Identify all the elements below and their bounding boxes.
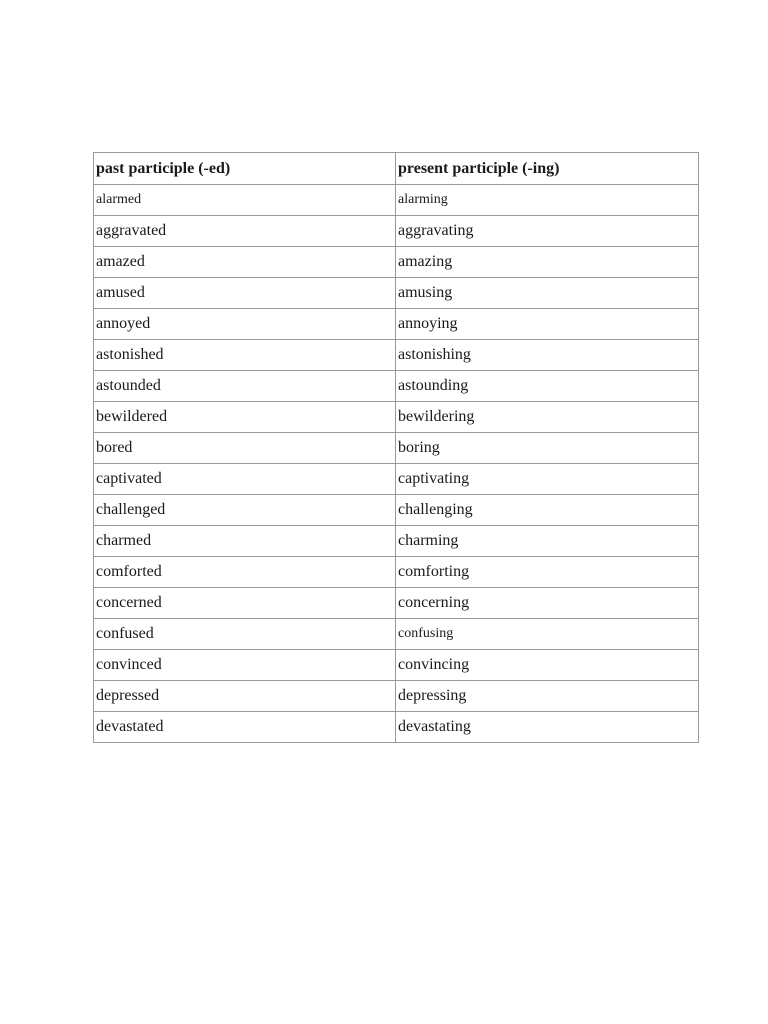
past-participle-cell: confused	[94, 619, 396, 650]
past-participle-cell: captivated	[94, 464, 396, 495]
present-participle-cell: bewildering	[396, 402, 699, 433]
past-participle-cell: charmed	[94, 526, 396, 557]
table-row	[94, 650, 699, 681]
present-participle-cell: charming	[396, 526, 699, 557]
table-body	[94, 185, 699, 743]
table-row	[94, 526, 699, 557]
table-row	[94, 495, 699, 526]
table-row	[94, 340, 699, 371]
past-participle-cell: amazed	[94, 247, 396, 278]
table-row	[94, 557, 699, 588]
present-participle-cell: boring	[396, 433, 699, 464]
table-row	[94, 402, 699, 433]
past-participle-cell: devastated	[94, 712, 396, 743]
header-row	[94, 153, 699, 185]
table-row	[94, 216, 699, 247]
present-participle-cell: confusing	[396, 619, 699, 650]
table-row	[94, 371, 699, 402]
present-participle-cell: astounding	[396, 371, 699, 402]
past-participle-cell: comforted	[94, 557, 396, 588]
past-participle-cell: challenged	[94, 495, 396, 526]
present-participle-cell: captivating	[396, 464, 699, 495]
table-row	[94, 247, 699, 278]
past-participle-cell: depressed	[94, 681, 396, 712]
table-row	[94, 681, 699, 712]
past-participle-cell: annoyed	[94, 309, 396, 340]
present-participle-cell: alarming	[396, 185, 699, 216]
present-participle-cell: convincing	[396, 650, 699, 681]
past-participle-cell: amused	[94, 278, 396, 309]
table-row	[94, 433, 699, 464]
past-participle-cell: alarmed	[94, 185, 396, 216]
present-participle-cell: comforting	[396, 557, 699, 588]
table-row	[94, 309, 699, 340]
present-participle-cell: astonishing	[396, 340, 699, 371]
table-row	[94, 712, 699, 743]
present-participle-cell: amusing	[396, 278, 699, 309]
column-header-present-participle: present participle (-ing)	[396, 153, 699, 185]
table-row	[94, 464, 699, 495]
present-participle-cell: amazing	[396, 247, 699, 278]
present-participle-cell: depressing	[396, 681, 699, 712]
past-participle-cell: bored	[94, 433, 396, 464]
table-row	[94, 278, 699, 309]
present-participle-cell: challenging	[396, 495, 699, 526]
present-participle-cell: concerning	[396, 588, 699, 619]
past-participle-cell: aggravated	[94, 216, 396, 247]
past-participle-cell: astonished	[94, 340, 396, 371]
present-participle-cell: annoying	[396, 309, 699, 340]
table-header	[94, 153, 699, 185]
table-row	[94, 185, 699, 216]
past-participle-cell: bewildered	[94, 402, 396, 433]
past-participle-cell: concerned	[94, 588, 396, 619]
present-participle-cell: devastating	[396, 712, 699, 743]
participle-table	[93, 152, 699, 743]
column-header-past-participle: past participle (-ed)	[94, 153, 396, 185]
table-row	[94, 588, 699, 619]
past-participle-cell: astounded	[94, 371, 396, 402]
table-row	[94, 619, 699, 650]
present-participle-cell: aggravating	[396, 216, 699, 247]
past-participle-cell: convinced	[94, 650, 396, 681]
